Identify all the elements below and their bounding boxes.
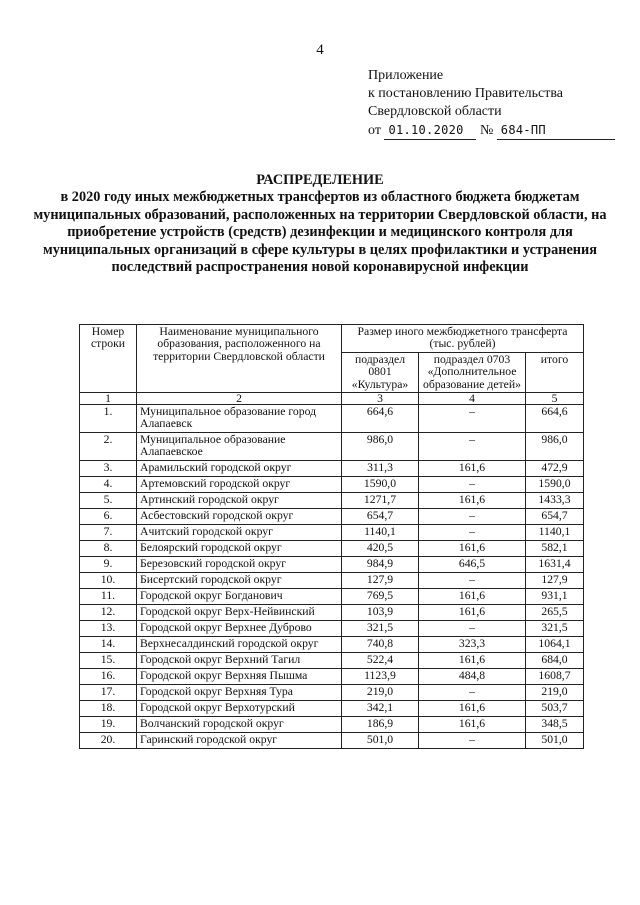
- column-number: 4: [419, 393, 526, 405]
- municipality-name: Муниципальное образование город Алапаевск: [137, 405, 342, 433]
- appendix-block: [368, 67, 615, 140]
- row-number: 1.: [80, 405, 137, 433]
- table-row: [80, 432, 584, 460]
- education-amount: 161,6: [419, 652, 526, 668]
- education-amount: –: [419, 432, 526, 460]
- from-label: от: [368, 123, 381, 138]
- education-amount: 323,3: [419, 636, 526, 652]
- total-amount: 654,7: [526, 508, 584, 524]
- culture-amount: 420,5: [342, 540, 419, 556]
- row-number: 15.: [80, 652, 137, 668]
- row-number: 5.: [80, 492, 137, 508]
- municipality-name: Арамильский городской округ: [137, 460, 342, 476]
- page-number: 4: [316, 42, 324, 58]
- row-number: 8.: [80, 540, 137, 556]
- culture-amount: 1140,1: [342, 524, 419, 540]
- row-number: 16.: [80, 668, 137, 684]
- header-total: итого: [526, 352, 584, 392]
- total-amount: 348,5: [526, 716, 584, 732]
- total-amount: 684,0: [526, 652, 584, 668]
- row-number: 19.: [80, 716, 137, 732]
- total-amount: 321,5: [526, 620, 584, 636]
- culture-amount: 769,5: [342, 588, 419, 604]
- table-row: [80, 668, 584, 684]
- header-transfer-amount: Размер иного межбюджетного трансферта (тыс. рублей): [342, 325, 584, 353]
- education-amount: –: [419, 684, 526, 700]
- culture-amount: 522,4: [342, 652, 419, 668]
- header-row-number: Номер строки: [80, 325, 137, 393]
- municipality-name: Городской округ Верх-Нейвинский: [137, 604, 342, 620]
- education-amount: 161,6: [419, 588, 526, 604]
- education-amount: –: [419, 572, 526, 588]
- total-amount: 503,7: [526, 700, 584, 716]
- municipality-name: Бисертский городской округ: [137, 572, 342, 588]
- appendix-line3: Свердловской области: [368, 104, 502, 119]
- total-amount: 1140,1: [526, 524, 584, 540]
- culture-amount: 311,3: [342, 460, 419, 476]
- municipality-name: Волчанский городской округ: [137, 716, 342, 732]
- row-number: 18.: [80, 700, 137, 716]
- education-amount: –: [419, 476, 526, 492]
- culture-amount: 740,8: [342, 636, 419, 652]
- culture-amount: 1271,7: [342, 492, 419, 508]
- municipality-name: Артинский городской округ: [137, 492, 342, 508]
- education-amount: 161,6: [419, 604, 526, 620]
- table-row: [80, 636, 584, 652]
- total-amount: 127,9: [526, 572, 584, 588]
- education-amount: 484,8: [419, 668, 526, 684]
- education-amount: 161,6: [419, 540, 526, 556]
- culture-amount: 342,1: [342, 700, 419, 716]
- appendix-signature-line: [368, 121, 615, 140]
- row-number: 10.: [80, 572, 137, 588]
- row-number: 4.: [80, 476, 137, 492]
- total-amount: 1590,0: [526, 476, 584, 492]
- column-number: 1: [80, 393, 137, 405]
- table-row: [80, 556, 584, 572]
- education-amount: 161,6: [419, 716, 526, 732]
- resolution-number: 684-ПП: [497, 121, 615, 140]
- number-label: №: [479, 123, 494, 138]
- table-row: [80, 604, 584, 620]
- municipality-name: Городской округ Верхний Тагил: [137, 652, 342, 668]
- total-amount: 1433,3: [526, 492, 584, 508]
- municipality-name: Белоярский городской округ: [137, 540, 342, 556]
- row-number: 3.: [80, 460, 137, 476]
- table-row: [80, 492, 584, 508]
- education-amount: 161,6: [419, 700, 526, 716]
- distribution-table: [79, 324, 584, 749]
- total-amount: 931,1: [526, 588, 584, 604]
- education-amount: 161,6: [419, 492, 526, 508]
- culture-amount: 186,9: [342, 716, 419, 732]
- total-amount: 986,0: [526, 432, 584, 460]
- title-heading: РАСПРЕДЕЛЕНИЕ: [256, 172, 384, 188]
- municipality-name: Ачитский городской округ: [137, 524, 342, 540]
- culture-amount: 984,9: [342, 556, 419, 572]
- municipality-name: Городской округ Верхняя Пышма: [137, 668, 342, 684]
- table-row: [80, 508, 584, 524]
- table-row: [80, 652, 584, 668]
- education-amount: –: [419, 524, 526, 540]
- title-text: в 2020 году иных межбюджетных трансфертов из областного бюджета бюджетам муниципальных образований, расположенных на территории Свердловской области, на приобретение устройств (средств) дезинфекции и медицинского контроля для муниципальных организаций в сфере культуры в целях профилактики и устранения последствий распространения новой коронавирусной инфекции: [33, 189, 607, 276]
- total-amount: 265,5: [526, 604, 584, 620]
- column-number-row: [80, 393, 584, 405]
- municipality-name: Асбестовский городской округ: [137, 508, 342, 524]
- row-number: 14.: [80, 636, 137, 652]
- municipality-name: Верхнесалдинский городской округ: [137, 636, 342, 652]
- education-amount: –: [419, 620, 526, 636]
- municipality-name: Березовский городской округ: [137, 556, 342, 572]
- header-culture: подраздел 0801 «Культура»: [342, 352, 419, 392]
- header-municipality: Наименование муниципального образования, расположенного на территории Свердловской области: [137, 325, 342, 393]
- education-amount: 646,5: [419, 556, 526, 572]
- education-amount: 161,6: [419, 460, 526, 476]
- table-row: [80, 572, 584, 588]
- table-row: [80, 700, 584, 716]
- row-number: 17.: [80, 684, 137, 700]
- table-row: [80, 732, 584, 748]
- municipality-name: Городской округ Верхнее Дуброво: [137, 620, 342, 636]
- municipality-name: Артемовский городской округ: [137, 476, 342, 492]
- total-amount: 664,6: [526, 405, 584, 433]
- row-number: 9.: [80, 556, 137, 572]
- row-number: 12.: [80, 604, 137, 620]
- culture-amount: 321,5: [342, 620, 419, 636]
- culture-amount: 1123,9: [342, 668, 419, 684]
- culture-amount: 664,6: [342, 405, 419, 433]
- header-education: подраздел 0703 «Дополнительное образование детей»: [419, 352, 526, 392]
- culture-amount: 1590,0: [342, 476, 419, 492]
- culture-amount: 127,9: [342, 572, 419, 588]
- table-row: [80, 405, 584, 433]
- column-number: 5: [526, 393, 584, 405]
- culture-amount: 501,0: [342, 732, 419, 748]
- table-row: [80, 476, 584, 492]
- municipality-name: Городской округ Верхотурский: [137, 700, 342, 716]
- table-row: [80, 540, 584, 556]
- table-row: [80, 524, 584, 540]
- education-amount: –: [419, 405, 526, 433]
- table-row: [80, 684, 584, 700]
- total-amount: 1608,7: [526, 668, 584, 684]
- row-number: 11.: [80, 588, 137, 604]
- table-row: [80, 620, 584, 636]
- education-amount: –: [419, 732, 526, 748]
- appendix-line2: к постановлению Правительства: [368, 86, 564, 101]
- total-amount: 1064,1: [526, 636, 584, 652]
- column-number: 2: [137, 393, 342, 405]
- row-number: 7.: [80, 524, 137, 540]
- municipality-name: Городской округ Верхняя Тура: [137, 684, 342, 700]
- table-row: [80, 716, 584, 732]
- education-amount: –: [419, 508, 526, 524]
- total-amount: 472,9: [526, 460, 584, 476]
- table-row: [80, 460, 584, 476]
- culture-amount: 654,7: [342, 508, 419, 524]
- total-amount: 1631,4: [526, 556, 584, 572]
- municipality-name: Муниципальное образование Алапаевское: [137, 432, 342, 460]
- row-number: 20.: [80, 732, 137, 748]
- table-row: [80, 588, 584, 604]
- row-number: 13.: [80, 620, 137, 636]
- culture-amount: 219,0: [342, 684, 419, 700]
- municipality-name: Гаринский городской округ: [137, 732, 342, 748]
- municipality-name: Городской округ Богданович: [137, 588, 342, 604]
- total-amount: 219,0: [526, 684, 584, 700]
- appendix-line1: Приложение: [368, 68, 444, 83]
- document-title: [20, 172, 620, 276]
- resolution-date: 01.10.2020: [384, 121, 476, 140]
- total-amount: 501,0: [526, 732, 584, 748]
- culture-amount: 986,0: [342, 432, 419, 460]
- culture-amount: 103,9: [342, 604, 419, 620]
- row-number: 2.: [80, 432, 137, 460]
- row-number: 6.: [80, 508, 137, 524]
- total-amount: 582,1: [526, 540, 584, 556]
- column-number: 3: [342, 393, 419, 405]
